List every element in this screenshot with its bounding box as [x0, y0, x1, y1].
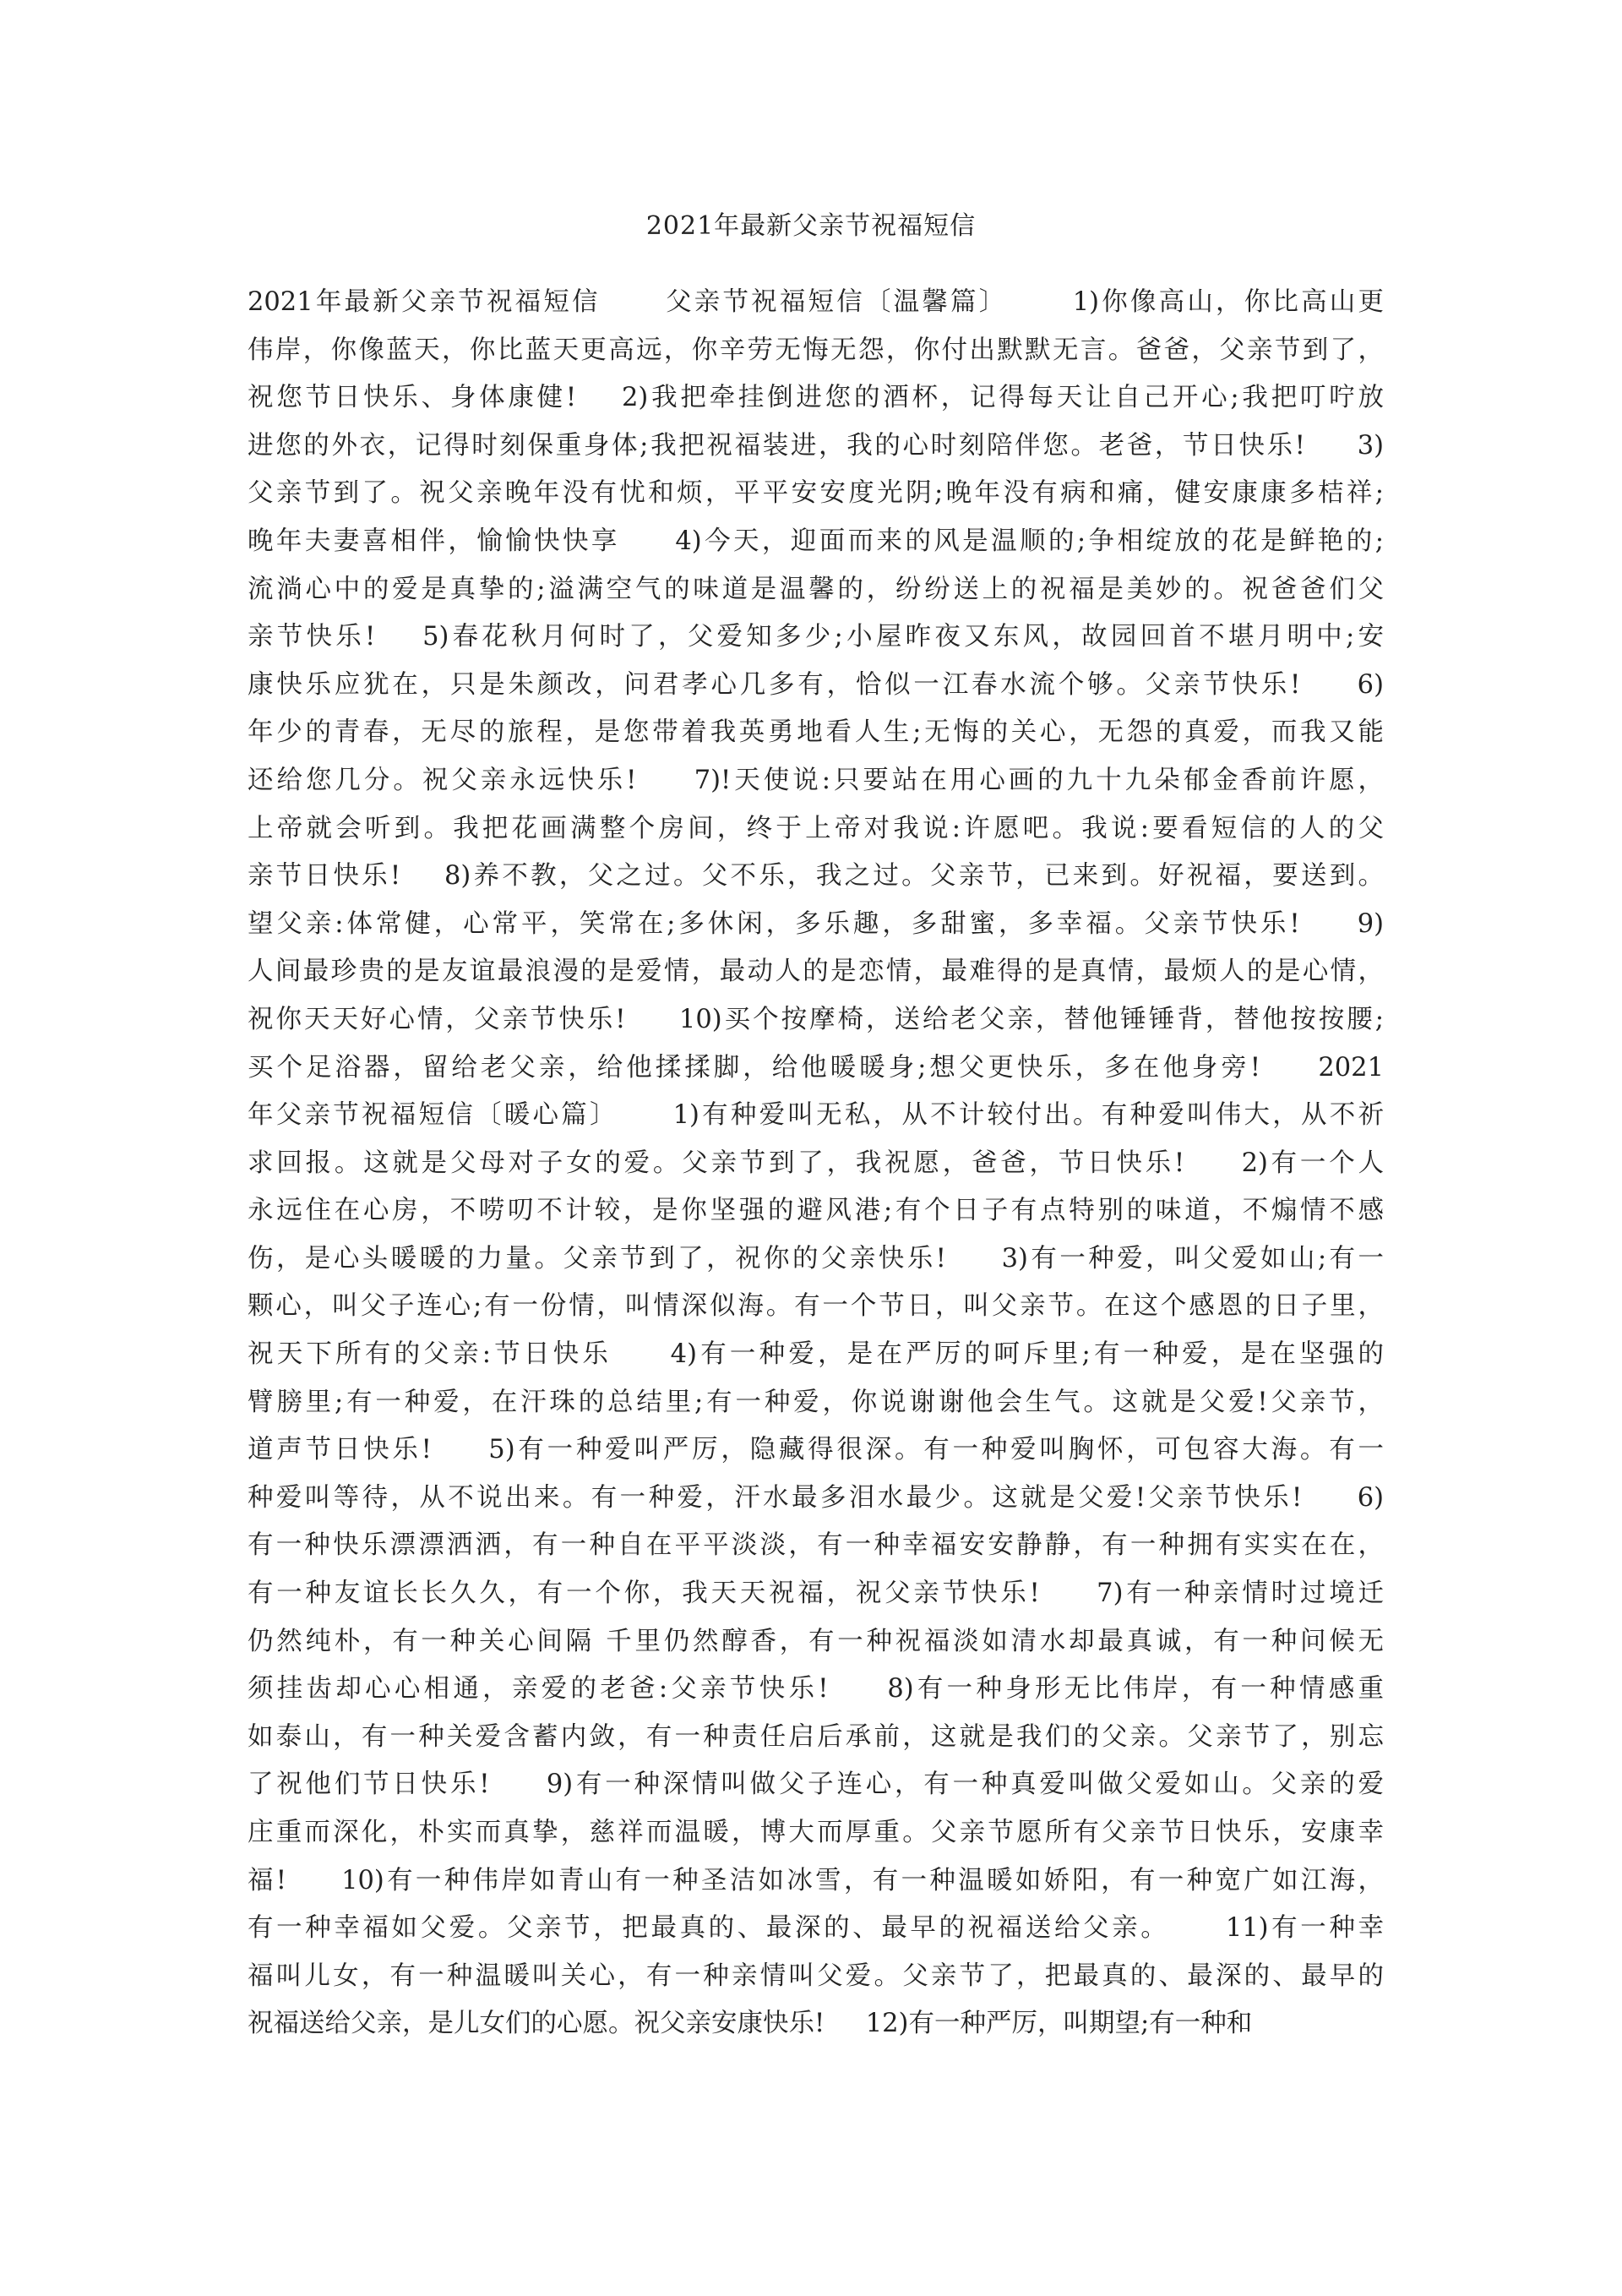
body-line: 祝福送给父亲，是儿女们的心愿。祝父亲安康快乐! 12)有一种严厉，叫期望;有一种和	[248, 2009, 1253, 2039]
body-line: 了祝他们节日快乐! 9)有一种深情叫做父子连心，有一种真爱叫做父爱如山。父亲的爱	[248, 1770, 1384, 1800]
body-line: 有一种友谊长长久久，有一个你，我天天祝福，祝父亲节快乐! 7)有一种亲情时过境迁	[248, 1579, 1384, 1609]
body-line: 流淌心中的爱是真挚的;溢满空气的味道是温馨的，纷纷送上的祝福是美妙的。祝爸爸们父	[248, 574, 1384, 604]
body-line: 臂膀里;有一种爱，在汗珠的总结里;有一种爱，你说谢谢他会生气。这就是父爱!父亲节，	[248, 1387, 1384, 1417]
body-line: 有一种幸福如父爱。父亲节，把最真的、最深的、最早的祝福送给父亲。 11)有一种幸	[248, 1913, 1384, 1944]
body-line: 种爱叫等待，从不说出来。有一种爱，汗水最多泪水最少。这就是父爱!父亲节快乐! 6)	[248, 1482, 1384, 1513]
body-line: 亲节日快乐! 8)养不教，父之过。父不乐，我之过。父亲节，已来到。好祝福，要送到。	[248, 861, 1384, 892]
document-title: 2021年最新父亲节祝福短信	[645, 211, 977, 241]
body-line: 祝您节日快乐、身体康健! 2)我把牵挂倒进您的酒杯，记得每天让自己开心;我把叮咛放	[248, 383, 1384, 413]
body-line: 上帝就会听到。我把花画满整个房间，终于上帝对我说:许愿吧。我说:要看短信的人的父	[248, 813, 1384, 843]
body-line: 亲节快乐! 5)春花秋月何时了，父爱知多少;小屋昨夜又东风，故园回首不堪月明中;安	[248, 622, 1384, 652]
body-line: 父亲节到了。祝父亲晚年没有忧和烦，平平安安度光阴;晚年没有病和痛，健安康康多桔祥;	[248, 478, 1384, 509]
body-line: 福! 10)有一种伟岸如青山有一种圣洁如冰雪，有一种温暖如娇阳，有一种宽广如江海，	[248, 1865, 1384, 1895]
body-line: 望父亲:体常健，心常平，笑常在;多休闲，多乐趣，多甜蜜，多幸福。父亲节快乐! 9)	[248, 908, 1384, 939]
body-line: 年少的青春，无尽的旅程，是您带着我英勇地看人生;无悔的关心，无怨的真爱，而我又能	[248, 717, 1384, 748]
body-line: 人间最珍贵的是友谊最浪漫的是爱情，最动人的是恋情，最难得的是真情，最烦人的是心情，	[248, 957, 1384, 987]
body-line: 2021年最新父亲节祝福短信 父亲节祝福短信〔温馨篇〕 1)你像高山，你比高山更	[248, 287, 1384, 317]
body-line: 进您的外衣，记得时刻保重身体;我把祝福装进，我的心时刻陪伴您。老爸，节日快乐! 3)	[248, 430, 1384, 461]
body-line: 福叫儿女，有一种温暖叫关心，有一种亲情叫父爱。父亲节了，把最真的、最深的、最早的	[248, 1961, 1384, 1991]
body-line: 道声节日快乐! 5)有一种爱叫严厉，隐藏得很深。有一种爱叫胸怀，可包容大海。有一	[248, 1435, 1384, 1465]
body-line: 祝天下所有的父亲:节日快乐 4)有一种爱，是在严厉的呵斥里;有一种爱，是在坚强的	[248, 1339, 1384, 1370]
body-line: 祝你天天好心情，父亲节快乐! 10)买个按摩椅，送给老父亲，替他锤锤背，替他按按腰;	[248, 1004, 1384, 1034]
body-line: 康快乐应犹在，只是朱颜改，问君孝心几多有，恰似一江春水流个够。父亲节快乐! 6)	[248, 669, 1384, 700]
body-line: 颗心，叫父子连心;有一份情，叫情深似海。有一个节日，叫父亲节。在这个感恩的日子里，	[248, 1291, 1384, 1322]
body-line: 永远住在心房，不唠叨不计较，是你坚强的避风港;有个日子有点特别的味道，不煽情不感	[248, 1196, 1384, 1226]
document-body	[248, 279, 1384, 2048]
body-line: 如泰山，有一种关爱含蓄内敛，有一种责任启后承前，这就是我们的父亲。父亲节了，别忘	[248, 1721, 1384, 1752]
body-line: 仍然纯朴，有一种关心间隔 千里仍然醇香，有一种祝福淡如清水却最真诚，有一种问候无	[248, 1626, 1384, 1656]
body-line: 晚年夫妻喜相伴，愉愉快快享 4)今天，迎面而来的风是温顺的;争相绽放的花是鲜艳的;	[248, 526, 1384, 556]
body-line: 还给您几分。祝父亲永远快乐! 7)!天使说:只要站在用心画的九十九朵郁金香前许愿，	[248, 765, 1384, 795]
body-line: 年父亲节祝福短信〔暖心篇〕 1)有种爱叫无私，从不计较付出。有种爱叫伟大，从不祈	[248, 1100, 1384, 1131]
body-line: 买个足浴器，留给老父亲，给他揉揉脚，给他暖暖身;想父更快乐，多在他身旁! 2021	[248, 1052, 1384, 1083]
body-line: 庄重而深化，朴实而真挚，慈祥而温暖，博大而厚重。父亲节愿所有父亲节日快乐，安康幸	[248, 1818, 1384, 1847]
body-line: 伟岸，你像蓝天，你比蓝天更高远，你辛劳无悔无怨，你付出默默无言。爸爸，父亲节到了，	[248, 335, 1384, 365]
body-line: 须挂齿却心心相通，亲爱的老爸:父亲节快乐! 8)有一种身形无比伟岸，有一种情感重	[248, 1674, 1384, 1704]
body-line: 有一种快乐漂漂洒洒，有一种自在平平淡淡，有一种幸福安安静静，有一种拥有实实在在，	[248, 1530, 1384, 1561]
body-line: 伤，是心头暖暖的力量。父亲节到了，祝你的父亲快乐! 3)有一种爱，叫父爱如山;有一	[248, 1243, 1384, 1273]
body-line: 求回报。这就是父母对子女的爱。父亲节到了，我祝愿，爸爸，节日快乐! 2)有一个人	[248, 1148, 1384, 1178]
